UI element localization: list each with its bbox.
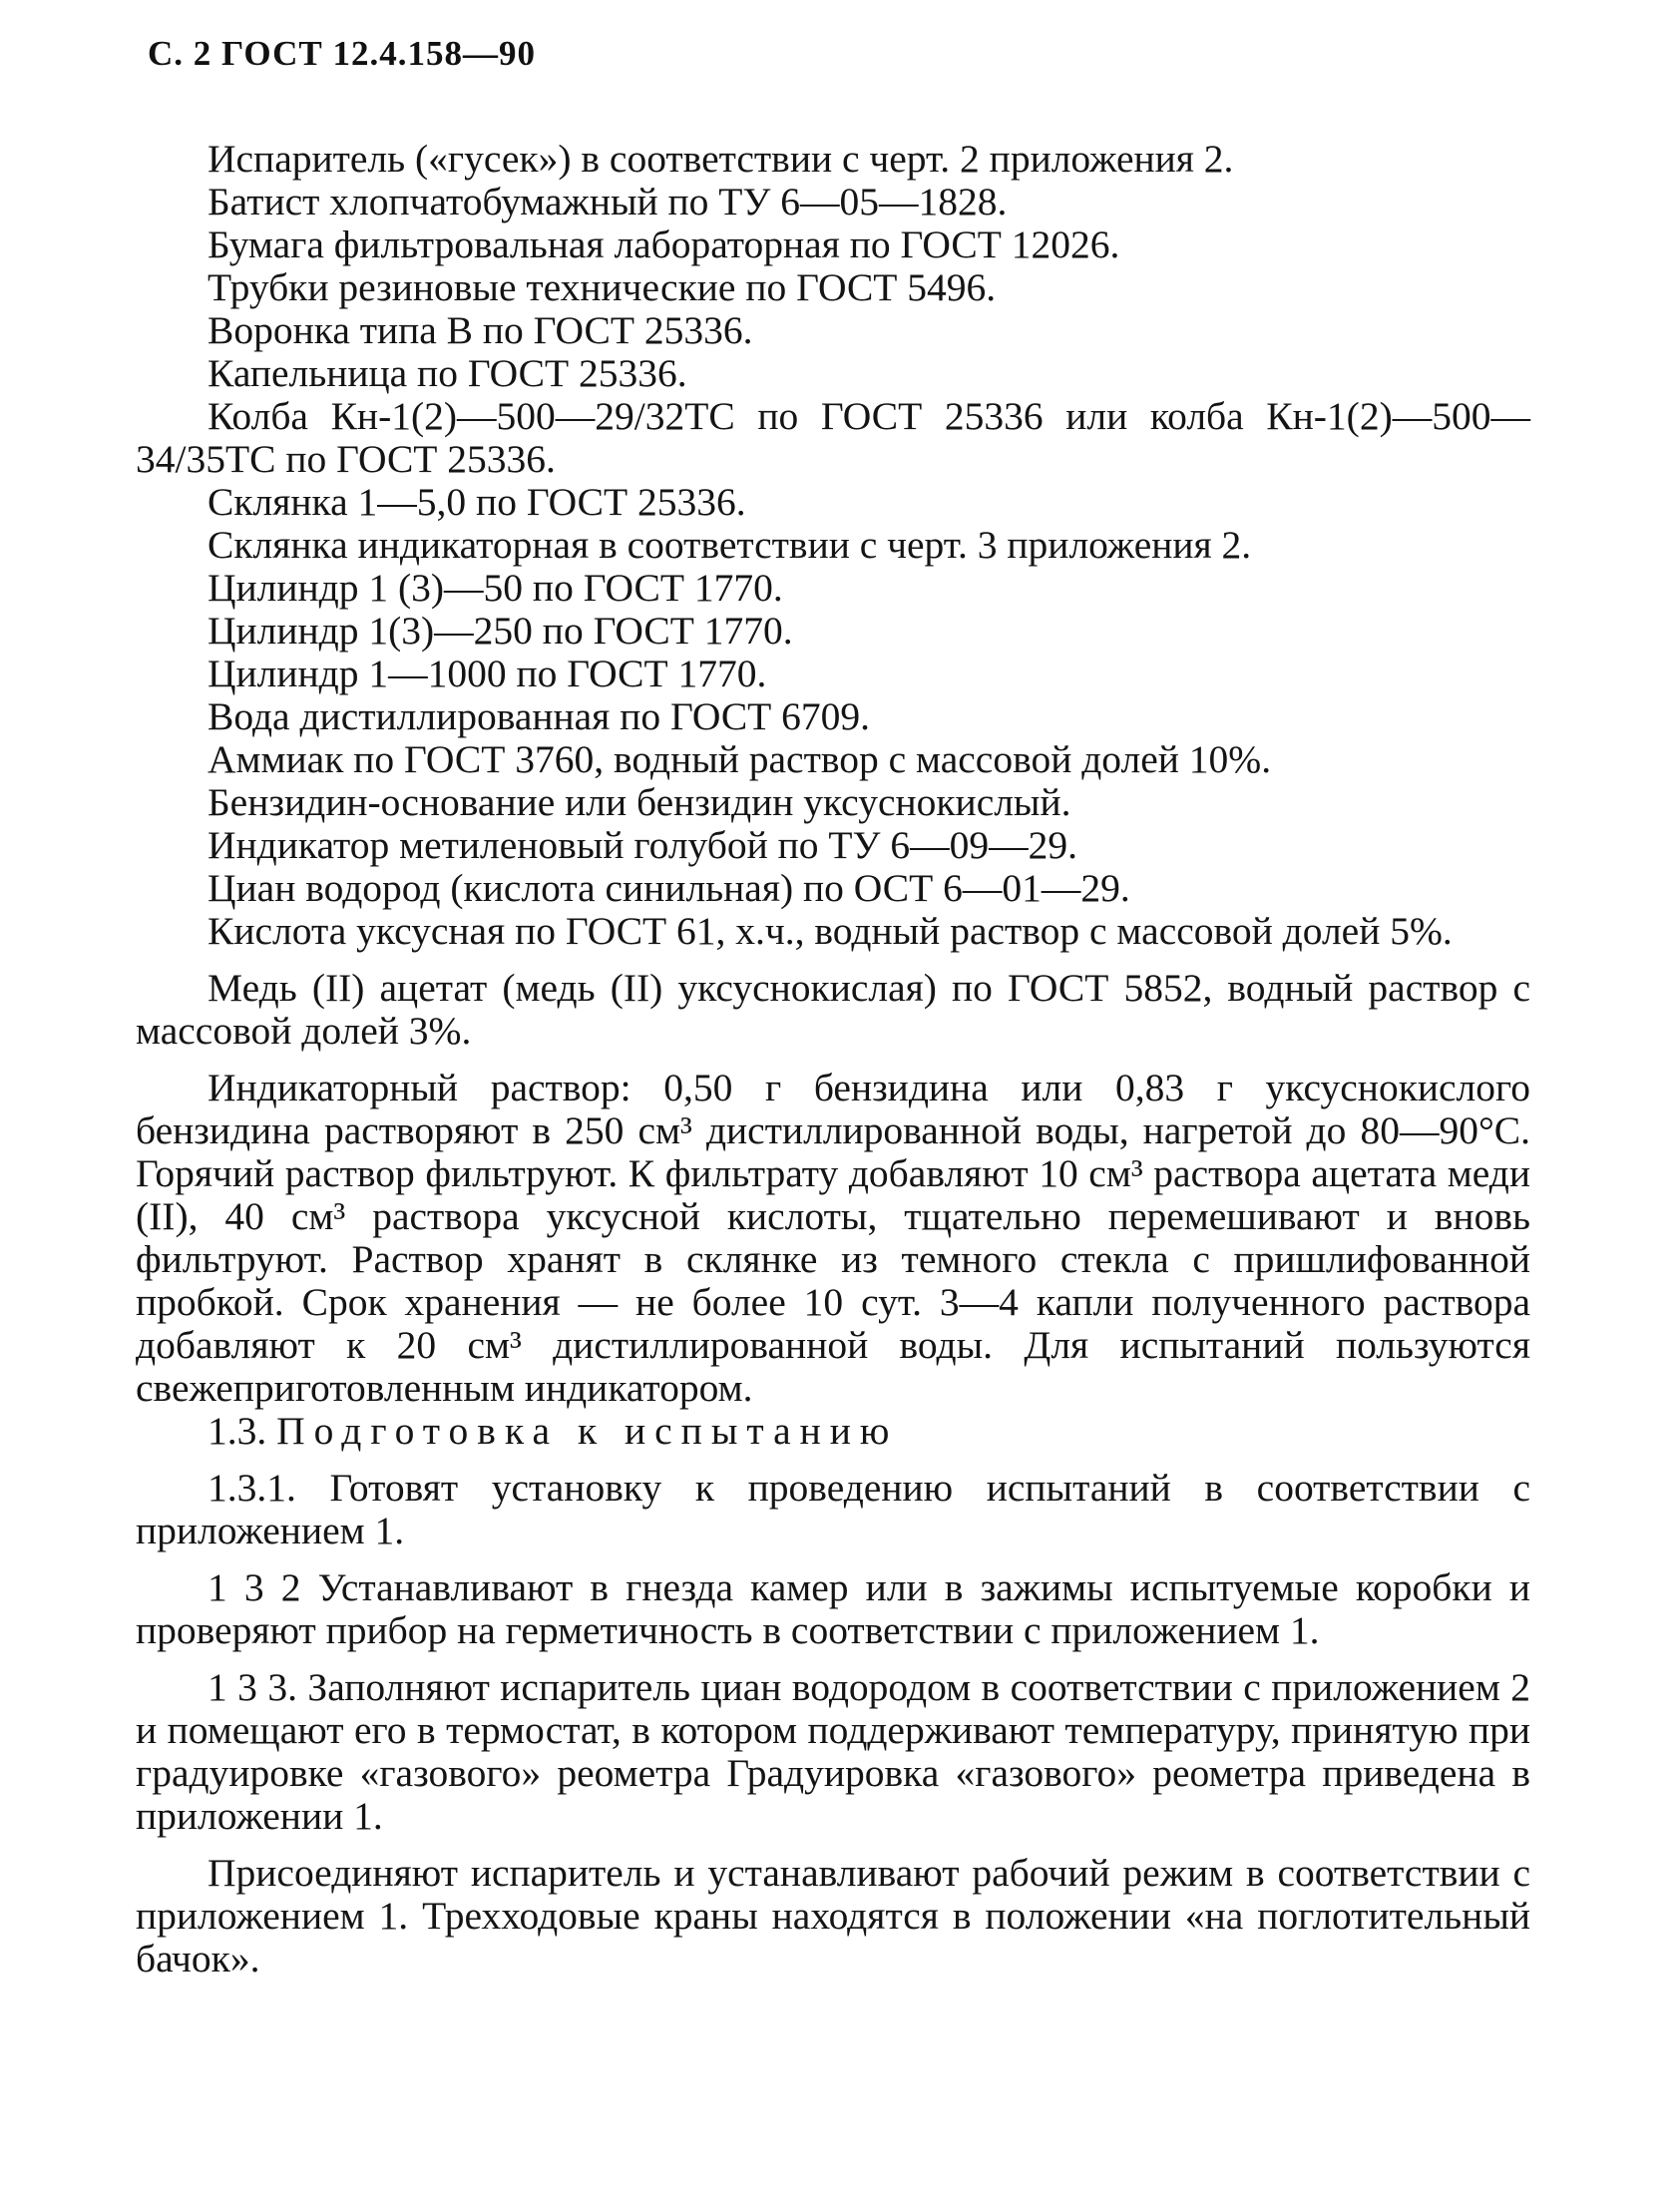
material-item: Испаритель («гусек») в соответствии с черт. 2 приложения 2.: [208, 137, 1234, 181]
material-item: Аммиак по ГОСТ 3760, водный раствор с массовой долей 10%.: [208, 737, 1272, 781]
material-item: Цилиндр 1—1000 по ГОСТ 1770.: [208, 652, 767, 695]
indicator-solution-paragraph: Индикаторный раствор: 0,50 г бензидина или 0,83 г уксуснокислого бензидина растворяют в 250 см³ дистиллированной воды, нагретой до 80—90°С. Горячий раствор фильтруют. К фильтрату добавляют 10 см³ раствора ацетата меди (II), 40 см³ раствора уксусной кислоты, тщательно перемешивают и вновь фильтруют. Раствор хранят в склянке из темного стекла с пришлифованной пробкой. Срок хранения — не более 10 сут. 3—4 капли полученного раствора добавляют к 20 см³ дистиллированной воды. Для испытаний пользуются свежеприготовленным индикатором.: [136, 1066, 1530, 1410]
material-item: Трубки резиновые технические по ГОСТ 5496.: [208, 265, 997, 309]
flask-item: Колба Кн-1(2)—500—29/32ТС по ГОСТ 25336 или колба Кн-1(2)—500—34/35ТС по ГОСТ 25336.: [136, 394, 1530, 481]
paragraph-connect: Присоединяют испаритель и устанавливают рабочий режим в соответствии с приложением 1. Трехходовые краны находятся в положении «на поглотительный бачок».: [136, 1851, 1530, 1980]
page-body: [136, 138, 1530, 1980]
acetic-acid-item: Кислота уксусная по ГОСТ 61, х.ч., водный раствор с массовой долей 5%.: [208, 909, 1453, 953]
section-title: Подготовка к испытанию: [276, 1409, 899, 1453]
section-number: 1.3.: [208, 1409, 267, 1453]
material-item: Склянка 1—5,0 по ГОСТ 25336.: [208, 480, 746, 524]
material-item: Батист хлопчатобумажный по ТУ 6—05—1828.: [208, 180, 1008, 223]
copper-acetate-item: Медь (II) ацетат (медь (II) уксуснокислая) по ГОСТ 5852, водный раствор с массовой долей 3%.: [136, 966, 1530, 1053]
material-item: Цилиндр 1(3)—250 по ГОСТ 1770.: [208, 609, 793, 653]
material-item: Циан водород (кислота синильная) по ОСТ 6—01—29.: [208, 866, 1130, 910]
material-item: Капельница по ГОСТ 25336.: [208, 351, 687, 395]
paragraph-1-3-1: 1.3.1. Готовят установку к проведению испытаний в соответствии с приложением 1.: [136, 1466, 1530, 1552]
material-item: Цилиндр 1 (3)—50 по ГОСТ 1770.: [208, 566, 783, 610]
paragraph-1-3-3: 1 3 3. Заполняют испаритель циан водородом в соответствии с приложением 2 и помещают его в термостат, в котором поддерживают температуру, принятую при градуировке «газового» реометра Градуировка «газового» реометра приведена в приложении 1.: [136, 1665, 1530, 1838]
material-item: Индикатор метиленовый голубой по ТУ 6—09—29.: [208, 823, 1077, 867]
paragraph-1-3-2: 1 3 2 Устанавливают в гнезда камер или в зажимы испытуемые коробки и проверяют прибор на герметичность в соответствии с приложением 1.: [136, 1565, 1530, 1652]
running-head: С. 2 ГОСТ 12.4.158—90: [148, 34, 536, 73]
section-heading: [136, 1410, 1530, 1453]
material-item: Воронка типа В по ГОСТ 25336.: [208, 308, 753, 352]
material-item: Бензидин-основание или бензидин уксуснокислый.: [208, 780, 1071, 824]
material-item: Склянка индикаторная в соответствии с черт. 3 приложения 2.: [208, 523, 1252, 567]
material-item: Вода дистиллированная по ГОСТ 6709.: [208, 694, 871, 738]
material-item: Бумага фильтровальная лабораторная по ГОСТ 12026.: [208, 222, 1120, 266]
